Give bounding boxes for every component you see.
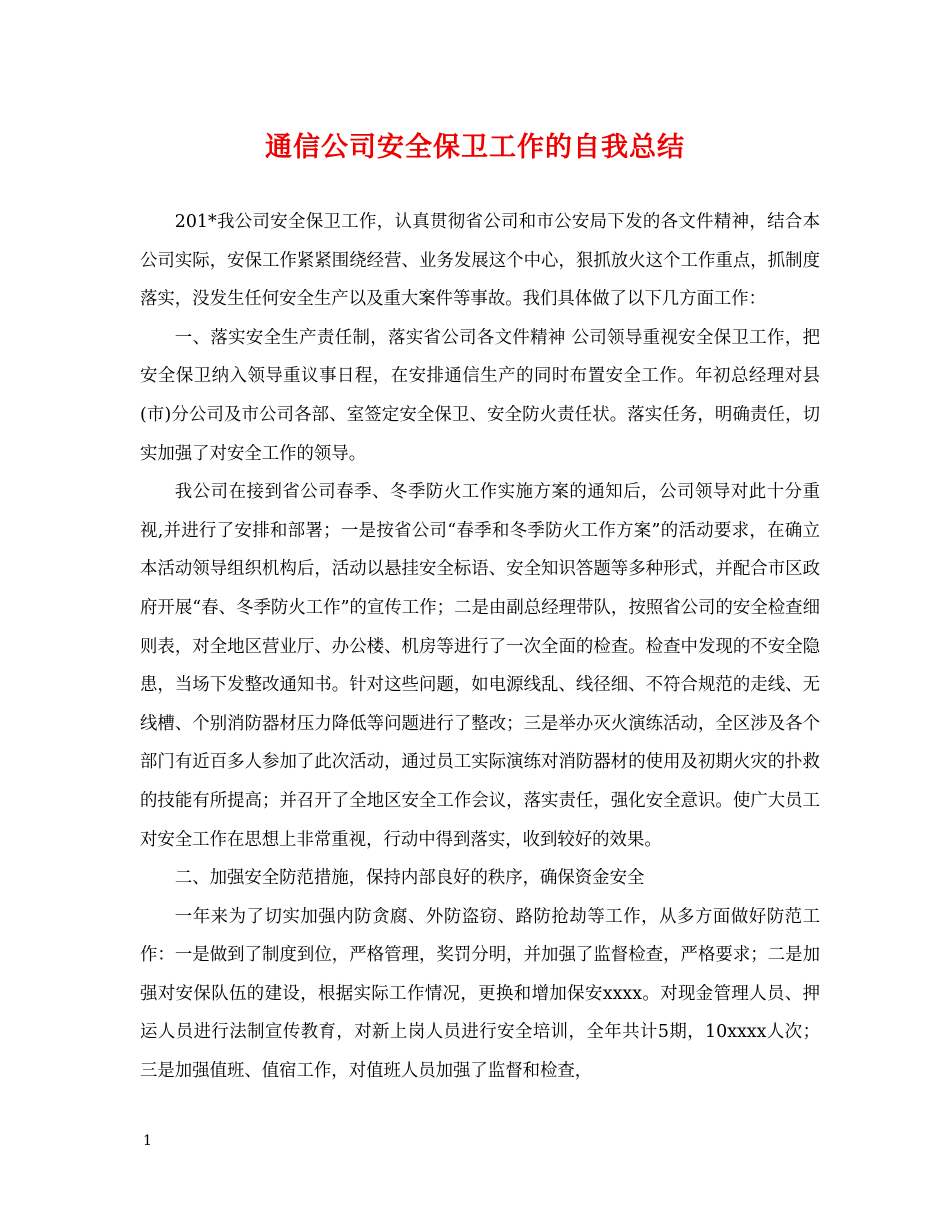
paragraph-intro: 201*我公司安全保卫工作，认真贯彻省公司和市公安局下发的各文件精神，结合本公司实际，安保工作紧紧围绕经营、业务发展这个中心，狠抓放火这个工作重点，抓制度落实，没发生任何安全生产以及重大案件等事故。我们具体做了以下几方面工作： <box>140 212 820 310</box>
document-body <box>140 203 820 1091</box>
paragraph-section-two-heading: 二、加强安全防范措施，保持内部良好的秩序，确保资金安全 <box>174 868 645 889</box>
paragraph-section-one: 一、落实安全生产责任制，落实省公司各文件精神 公司领导重视安全保卫工作，把安全保卫纳入领导重议事日程，在安排通信生产的同时布置安全工作。年初总经理对县(市)分公司及市公司各部、室签定安全保卫、安全防火责任状。落实任务，明确责任，切实加强了对安全工作的领导。 <box>140 327 820 464</box>
paragraph-fire-prevention: 我公司在接到省公司春季、冬季防火工作实施方案的通知后，公司领导对此十分重视,并进行了安排和部署；一是按省公司“春季和冬季防火工作方案”的活动要求，在确立本活动领导组织机构后，活动以悬挂安全标语、安全知识答题等多种形式，并配合市区政府开展“春、冬季防火工作”的宣传工作；二是由副总经理带队，按照省公司的安全检查细则表，对全地区营业厅、办公楼、机房等进行了一次全面的检查。检查中发现的不安全隐患，当场下发整改通知书。针对这些问题，如电源线乱、线径细、不符合规范的走线、无线槽、个别消防器材压力降低等问题进行了整改；三是举办灭火演练活动，全区涉及各个部门有近百多人参加了此次活动，通过员工实际演练对消防器材的使用及初期火灾的扑救的技能有所提高；并召开了全地区安全工作会议，落实责任，强化安全意识。使广大员工对安全工作在思想上非常重视，行动中得到落实，收到较好的效果。 <box>140 482 820 850</box>
paragraph-security-measures: 一年来为了切实加强内防贪腐、外防盗窃、路防抢劫等工作，从多方面做好防范工作：一是做到了制度到位，严格管理，奖罚分明，并加强了监督检查，严格要求；二是加强对安保队伍的建设，根据实际工作情况，更换和增加保安xxxx。对现金管理人员、押运人员进行法制宣传教育，对新上岗人员进行安全培训，全年共计5期，10xxxx人次；三是加强值班、值宿工作，对值班人员加强了监督和检查， <box>140 906 820 1082</box>
document-title: 通信公司安全保卫工作的自我总结 <box>265 132 685 163</box>
page-number: 1 <box>143 1133 152 1149</box>
